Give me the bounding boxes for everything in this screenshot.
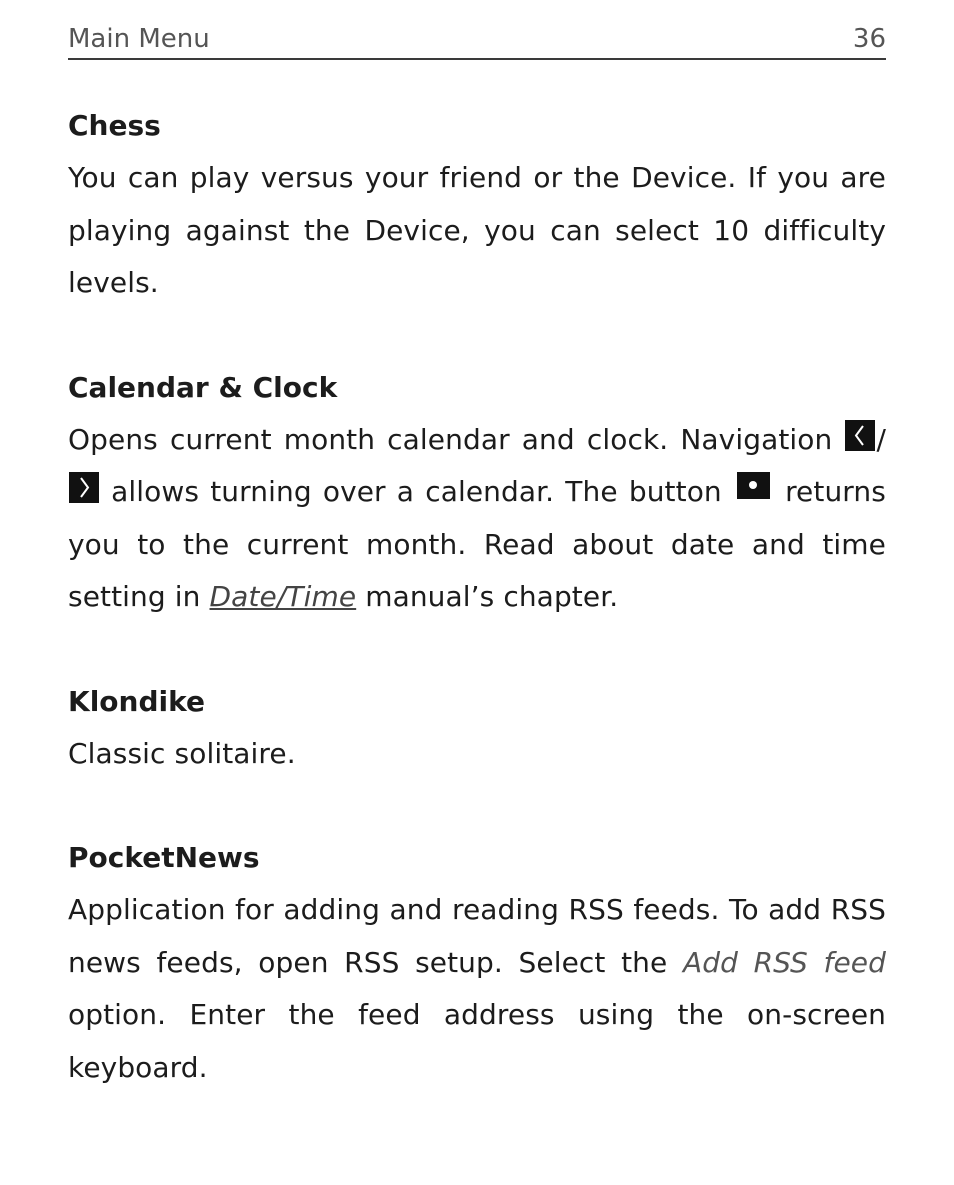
- section-text-klondike: Classic solitaire.: [68, 736, 296, 770]
- date-time-link[interactable]: Date/Time: [209, 580, 357, 613]
- page-content: [68, 100, 886, 1146]
- section-klondike: [68, 676, 886, 781]
- navigation-slash: /: [876, 422, 886, 456]
- page-number: 36: [852, 24, 886, 54]
- section-title-pocketnews: PocketNews: [68, 841, 260, 874]
- calendar-text-part-2: allows turning over a calendar. The button: [111, 475, 722, 508]
- section-title-calendar-clock: Calendar & Clock: [68, 370, 338, 404]
- pocketnews-text-part-1: Application for adding and reading RSS feeds. To add RSS news feeds, open RSS setup. Select the: [68, 893, 886, 979]
- section-chess: [68, 100, 886, 310]
- section-text-calendar-clock: [68, 414, 886, 624]
- header-section-title: Main Menu: [68, 24, 210, 54]
- section-pocketnews: [68, 832, 886, 1094]
- chevron-right-icon: [69, 472, 99, 503]
- add-rss-feed-option: Add RSS feed: [682, 945, 886, 979]
- dot-button-icon: [737, 472, 770, 499]
- section-title-chess: Chess: [68, 109, 161, 142]
- section-calendar-clock: [68, 362, 886, 624]
- section-title-klondike: Klondike: [68, 684, 205, 718]
- calendar-text-part-1: Opens current month calendar and clock. Navigation: [68, 422, 833, 456]
- page-header: [68, 22, 886, 60]
- section-text-pocketnews: [68, 884, 886, 1094]
- section-text-chess: You can play versus your friend or the Device. If you are playing against the Device, you can select 10 difficulty levels.: [68, 161, 886, 299]
- calendar-text-part-4: manual’s chapter.: [365, 580, 619, 613]
- chevron-left-icon: [845, 420, 875, 451]
- pocketnews-text-part-2: option. Enter the feed address using the on-screen keyboard.: [68, 998, 886, 1084]
- calendar-text-part-3: returns you to the current month. Read about date and time setting in: [68, 475, 886, 613]
